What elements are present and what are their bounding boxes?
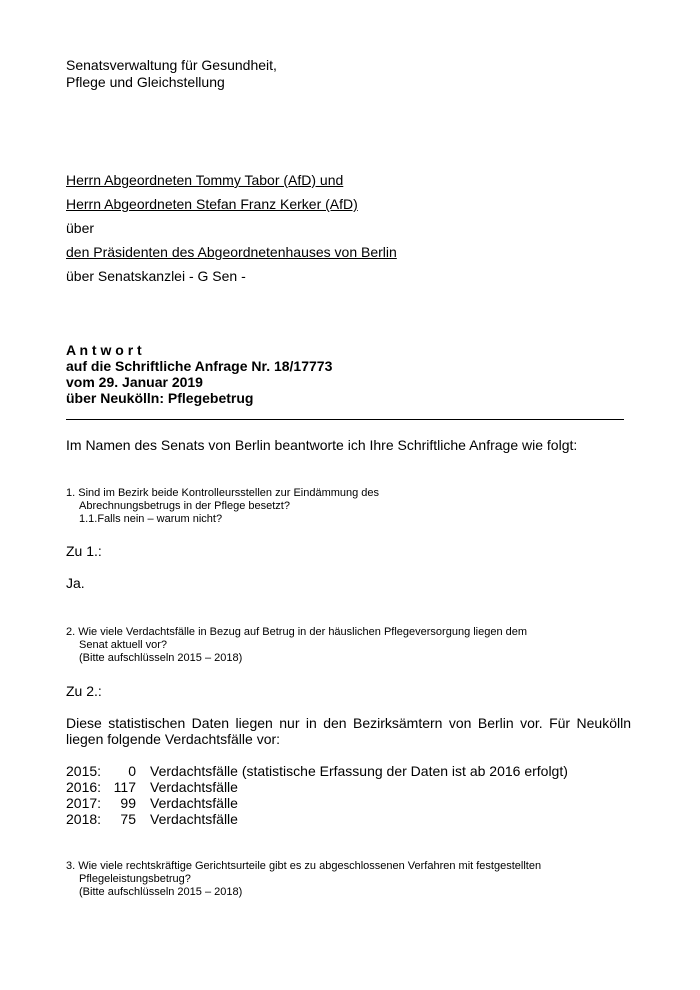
sender-line-1: Senatsverwaltung für Gesundheit, [66, 57, 277, 73]
question-1-line-2: Abrechnungsbetrugs in der Pflege besetzt? [79, 500, 290, 512]
case-row-desc: Verdachtsfälle [150, 779, 238, 795]
answer-2-label: Zu 2.: [66, 683, 102, 699]
sender-line-2: Pflege und Gleichstellung [66, 74, 225, 90]
case-row-desc: Verdachtsfälle [150, 811, 238, 827]
case-row-year: 2018: [66, 811, 102, 827]
answer-1-label: Zu 1.: [66, 543, 102, 559]
question-3-line-1: 3. Wie viele rechtskräftige Gerichtsurteile gibt es zu abgeschlossenen Verfahren mit festgestellten [66, 860, 542, 872]
case-row-count: 117 [113, 779, 136, 795]
heading-antwort: A n t w o r t [66, 342, 142, 358]
case-row-count: 75 [120, 811, 136, 827]
heading-divider [66, 419, 624, 420]
case-row-year: 2017: [66, 795, 102, 811]
case-row-desc: Verdachtsfälle [150, 795, 238, 811]
case-row-year: 2016: [66, 779, 102, 795]
intro-text: Im Namen des Senats von Berlin beantworte ich Ihre Schriftliche Anfrage wie folgt: [66, 437, 578, 453]
question-3-line-2: Pflegeleistungsbetrug? [79, 873, 191, 885]
via-line-2: über Senatskanzlei - G Sen - [66, 268, 246, 284]
case-row-count: 0 [128, 763, 136, 779]
heading-line-4: über Neukölln: Pflegebetrug [66, 390, 254, 406]
recipient-2: Herrn Abgeordneten Stefan Franz Kerker (AfD) [66, 196, 358, 212]
heading-line-3: vom 29. Januar 2019 [66, 374, 203, 390]
question-2-line-3: (Bitte aufschlüsseln 2015 – 2018) [79, 652, 243, 664]
heading-line-2: auf die Schriftliche Anfrage Nr. 18/17773 [66, 358, 333, 374]
case-row-count: 99 [120, 795, 136, 811]
question-2-line-2: Senat aktuell vor? [79, 639, 168, 651]
answer-2-text: Diese statistischen Daten liegen nur in den Bezirksämtern von Berlin vor. Für Neukölln liegen folgende Verdachtsfälle vor: [66, 715, 631, 747]
question-2-line-1: 2. Wie viele Verdachtsfälle in Bezug auf Betrug in der häuslichen Pflegeversorgung liegen dem [66, 626, 528, 638]
recipient-3: den Präsidenten des Abgeordnetenhauses von Berlin [66, 244, 397, 260]
question-3-line-3: (Bitte aufschlüsseln 2015 – 2018) [79, 886, 243, 898]
case-row-desc: Verdachtsfälle (statistische Erfassung der Daten ist ab 2016 erfolgt) [150, 763, 568, 779]
case-row-year: 2015: [66, 763, 102, 779]
via-line-1: über [66, 220, 95, 236]
answer-1-text: Ja. [66, 575, 85, 591]
question-1-line-3: 1.1.Falls nein – warum nicht? [79, 513, 223, 525]
question-1-line-1: 1. Sind im Bezirk beide Kontrolleursstellen zur Eindämmung des [66, 487, 380, 499]
recipient-1: Herrn Abgeordneten Tommy Tabor (AfD) und [66, 172, 344, 188]
